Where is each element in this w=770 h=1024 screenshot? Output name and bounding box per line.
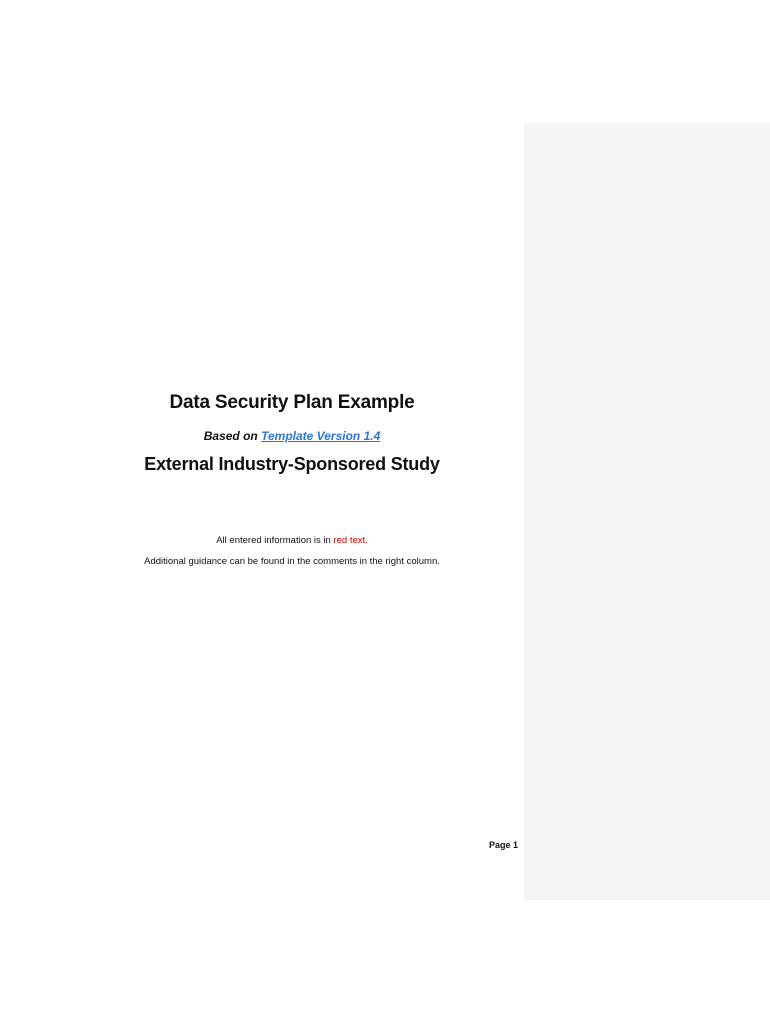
entered-info-prefix: All entered information is in [216,535,334,546]
based-on-line [60,429,524,443]
based-on-prefix: Based on [203,429,262,443]
page-number: Page 1 [489,840,519,850]
red-text-sample: red text. [333,535,368,546]
comments-pane [524,123,770,900]
guidance-note: Additional guidance can be found in the comments in the right column. [144,556,440,567]
document-title: Data Security Plan Example [169,392,415,413]
document-subtitle: External Industry-Sponsored Study [144,454,440,474]
entered-info-note [60,535,524,546]
template-version-link[interactable]: Template Version 1.4 [261,429,381,443]
document-body [60,0,524,1024]
